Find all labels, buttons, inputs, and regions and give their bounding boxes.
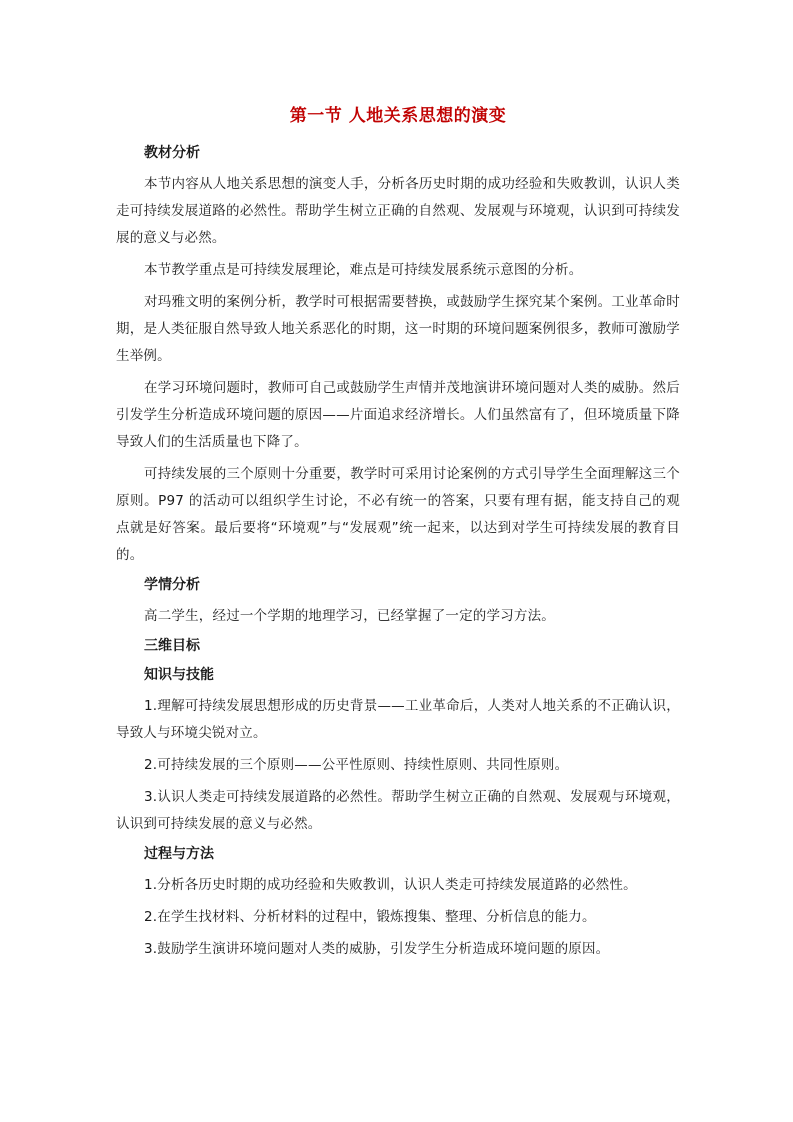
- list-item: 3.鼓励学生演讲环境问题对人类的威胁，引发学生分析造成环境问题的原因。: [144, 941, 610, 957]
- section-three-dimensional-goals: [116, 635, 680, 657]
- paragraph: 对玛雅文明的案例分析，教学时可根据需要替换，或鼓励学生探究某个案例。工业革命时期，是人类征服自然导致人地关系恶化的时期，这一时期的环境问题案例很多，教师可激励学生举例。: [116, 294, 680, 364]
- page-title: 第一节 人地关系思想的演变: [289, 106, 507, 126]
- document-content: [116, 104, 680, 968]
- list-item: 1.分析各历史时期的成功经验和失败教训，认识人类走可持续发展道路的必然性。: [144, 877, 637, 893]
- section-process-methods: [116, 843, 680, 963]
- section-heading: 教材分析: [144, 145, 200, 161]
- section-student-analysis: [116, 574, 680, 630]
- paragraph: 高二学生，经过一个学期的地理学习，已经掌握了一定的学习方法。: [144, 608, 555, 624]
- paragraph: 本节内容从人地关系思想的演变人手，分析各历史时期的成功经验和失败教训，认识人类走可持续发展道路的必然性。帮助学生树立正确的自然观、发展观与环境观，认识到可持续发展的意义与必然。: [116, 176, 680, 246]
- section-heading: 过程与方法: [144, 846, 214, 862]
- section-knowledge-skills: [116, 664, 680, 838]
- list-item: 2.可持续发展的三个原则——公平性原则、持续性原则、共同性原则。: [144, 757, 569, 773]
- section-heading: 学情分析: [144, 577, 200, 593]
- section-heading: 三维目标: [144, 638, 200, 654]
- list-item: 2.在学生找材料、分析材料的过程中，锻炼搜集、整理、分析信息的能力。: [144, 909, 596, 925]
- list-item: 3.认识人类走可持续发展道路的必然性。帮助学生树立正确的自然观、发展观与环境观，认识到可持续发展的意义与必然。: [116, 789, 680, 832]
- paragraph: 在学习环境问题时，教师可自己或鼓励学生声情并茂地演讲环境问题对人类的威胁。然后引发学生分析造成环境问题的原因——片面追求经济增长。人们虽然富有了，但环境质量下降导致人们的生活质量也下降了。: [116, 380, 680, 450]
- section-heading: 知识与技能: [144, 667, 214, 683]
- section-textbook-analysis: [116, 142, 680, 569]
- paragraph: 本节教学重点是可持续发展理论，难点是可持续发展系统示意图的分析。: [144, 262, 583, 278]
- paragraph: 可持续发展的三个原则十分重要，教学时可采用讨论案例的方式引导学生全面理解这三个原则。P97 的活动可以组织学生讨论，不必有统一的答案，只要有理有据，能支持自己的观点就是好答案。最后要将“环境观”与“发展观”统一起来，以达到对学生可持续发展的教育目的。: [116, 466, 680, 563]
- list-item: 1.理解可持续发展思想形成的历史背景——工业革命后，人类对人地关系的不正确认识，导致人与环境尖锐对立。: [116, 698, 680, 741]
